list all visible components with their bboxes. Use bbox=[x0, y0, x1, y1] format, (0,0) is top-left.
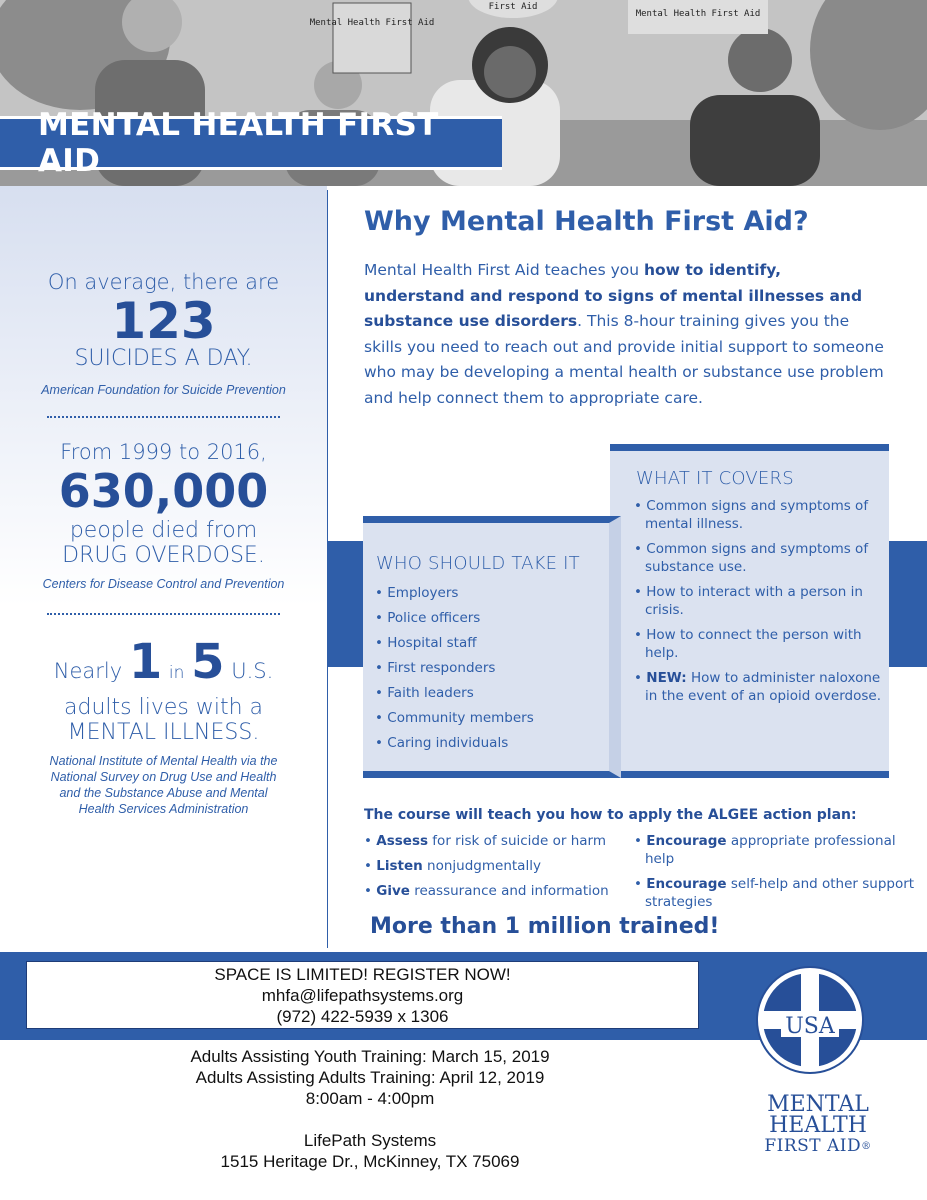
algee-heading: The course will teach you how to apply the ALGEE action plan: bbox=[364, 807, 857, 823]
source-line: National Institute of Mental Health via the bbox=[49, 754, 278, 768]
list-item-text: First responders bbox=[387, 660, 496, 676]
stat-illness-line2: adults lives with a bbox=[64, 695, 263, 720]
hero-photo-area bbox=[0, 0, 927, 186]
logo-first-aid: FIRST AID bbox=[764, 1136, 862, 1156]
who-should-take-it-box bbox=[363, 516, 621, 778]
list-item: • Hospital staff bbox=[375, 635, 477, 651]
million-trained: More than 1 million trained! bbox=[370, 914, 720, 939]
source-line: National Survey on Drug Use and Health bbox=[50, 770, 277, 784]
covers-list bbox=[634, 497, 884, 712]
sign-text-2: First Aid bbox=[488, 2, 538, 12]
title-banner bbox=[0, 107, 502, 179]
who-heading: WHO SHOULD TAKE IT bbox=[376, 553, 580, 574]
stat-illness-line3: MENTAL ILLNESS. bbox=[67, 720, 260, 745]
list-item: • Caring individuals bbox=[375, 735, 509, 751]
algee-list-right bbox=[634, 832, 919, 918]
algee-verb: Give bbox=[376, 883, 410, 899]
register-email[interactable]: mhfa@lifepathsystems.org bbox=[261, 986, 464, 1005]
covers-heading: WHAT IT COVERS bbox=[636, 468, 794, 489]
stat-overdose-number: 630,000 bbox=[58, 464, 269, 518]
list-item: • Common signs and symptoms of mental illness. bbox=[634, 498, 869, 532]
list-item: • Community members bbox=[375, 710, 534, 726]
divider-dotted bbox=[47, 613, 280, 615]
list-item-text: Community members bbox=[387, 710, 534, 726]
decorative-band bbox=[328, 541, 364, 667]
what-it-covers-box bbox=[610, 444, 889, 778]
list-item-text: How to connect the person with help. bbox=[645, 627, 862, 661]
register-phone[interactable]: (972) 422-5939 x 1306 bbox=[276, 1007, 449, 1026]
list-item: • First responders bbox=[375, 660, 496, 676]
stat-suicides-pre: On average, there are bbox=[47, 270, 280, 294]
intro-paragraph bbox=[364, 258, 884, 411]
intro-text-b: . This 8-hour training gives you the skills you need to reach out and provide initial support to someone who may be developing a mental health or substance use problem and help connect them to appropriate care. bbox=[364, 312, 884, 407]
list-item: • Give reassurance and information bbox=[364, 883, 609, 899]
algee-text: nonjudgmentally bbox=[422, 858, 541, 874]
stat-illness-five: 5 bbox=[191, 634, 225, 690]
stat-illness-one: 1 bbox=[128, 634, 163, 690]
algee-text: reassurance and information bbox=[409, 883, 609, 899]
stat-suicides-number: 123 bbox=[111, 292, 216, 350]
list-item-text: How to administer naloxone in the event of an opioid overdose. bbox=[645, 670, 881, 704]
list-item: • NEW: How to administer naloxone in the event of an opioid overdose. bbox=[634, 670, 881, 704]
intro-text-bold: how to identify, understand and respond to signs of mental illnesses and substance use disorders bbox=[364, 261, 863, 330]
stat-overdose-source: Centers for Disease Control and Prevention bbox=[42, 577, 285, 591]
stat-illness-in: in bbox=[168, 663, 185, 683]
sign-text-3: Mental Health First Aid bbox=[635, 9, 761, 19]
stat-suicides-source: American Foundation for Suicide Prevention bbox=[41, 383, 286, 397]
list-item-text: How to interact with a person in crisis. bbox=[645, 584, 863, 618]
stat-overdose-pre: From 1999 to 2016, bbox=[60, 440, 267, 464]
stat-illness-source bbox=[0, 753, 327, 817]
spacer bbox=[140, 1109, 600, 1130]
stat-overdose-post1: people died from bbox=[69, 518, 258, 543]
page-title: MENTAL HEALTH FIRST AID bbox=[38, 107, 439, 179]
list-item-text: Common signs and symptoms of mental illness. bbox=[645, 498, 869, 532]
list-item-text: Employers bbox=[387, 585, 459, 601]
divider-dotted bbox=[47, 416, 280, 418]
list-item: • Faith leaders bbox=[375, 685, 474, 701]
register-box bbox=[26, 961, 699, 1029]
algee-verb: Encourage bbox=[646, 833, 727, 849]
stat-suicides bbox=[0, 270, 327, 398]
section-title: Why Mental Health First Aid? bbox=[364, 206, 809, 237]
list-item: • Encourage appropriate professional help bbox=[634, 833, 896, 867]
list-item-text: Hospital staff bbox=[387, 635, 477, 651]
intro-text-a: Mental Health First Aid teaches you bbox=[364, 261, 644, 279]
event-org: LifePath Systems bbox=[303, 1131, 437, 1150]
list-item: • Encourage self-help and other support strategies bbox=[634, 876, 915, 910]
logo-line-3 bbox=[748, 1136, 888, 1157]
list-item-text: Common signs and symptoms of substance use. bbox=[645, 541, 869, 575]
algee-text: for risk of suicide or harm bbox=[428, 833, 606, 849]
sign-text-1: Mental Health First Aid bbox=[309, 18, 435, 28]
algee-verb: Listen bbox=[376, 858, 423, 874]
logo-line-2: HEALTH bbox=[769, 1113, 867, 1138]
decorative-band bbox=[888, 541, 927, 667]
registered-mark: ® bbox=[861, 1141, 872, 1152]
event-youth: Adults Assisting Youth Training: March 15, 2019 bbox=[190, 1047, 550, 1066]
algee-verb: Encourage bbox=[646, 876, 727, 892]
list-item: • Common signs and symptoms of substance use. bbox=[634, 541, 869, 575]
list-item-text: Police officers bbox=[387, 610, 481, 626]
algee-text: self-help and other support strategies bbox=[645, 876, 915, 910]
stat-illness-us: U.S. bbox=[231, 659, 274, 683]
stat-illness-nearly: Nearly bbox=[53, 659, 123, 683]
list-item: • How to connect the person with help. bbox=[634, 627, 862, 661]
stat-overdose-post2: DRUG OVERDOSE. bbox=[62, 543, 265, 568]
event-time: 8:00am - 4:00pm bbox=[305, 1089, 435, 1108]
register-headline: SPACE IS LIMITED! REGISTER NOW! bbox=[214, 965, 511, 984]
list-item: • Police officers bbox=[375, 610, 481, 626]
list-item: • Employers bbox=[375, 585, 459, 601]
stat-overdose bbox=[0, 440, 327, 592]
who-list bbox=[375, 585, 534, 760]
event-address: 1515 Heritage Dr., McKinney, TX 75069 bbox=[220, 1152, 520, 1171]
algee-verb: Assess bbox=[376, 833, 429, 849]
mhfa-usa-logo-icon bbox=[755, 965, 865, 1075]
new-label: NEW: bbox=[646, 670, 687, 686]
list-item-text: Faith leaders bbox=[387, 685, 474, 701]
stat-suicides-post: SUICIDES A DAY. bbox=[74, 346, 253, 371]
logo-line-1: MENTAL bbox=[767, 1092, 869, 1117]
logo-usa-text: USA bbox=[785, 1014, 835, 1039]
stat-illness-line1 bbox=[0, 636, 327, 699]
algee-list-left bbox=[364, 832, 634, 907]
stat-illness bbox=[0, 636, 327, 817]
event-info bbox=[140, 1046, 600, 1172]
list-item: • How to interact with a person in crisis. bbox=[634, 584, 863, 618]
list-item: • Assess for risk of suicide or harm bbox=[364, 833, 606, 849]
logo-wordmark bbox=[748, 1094, 888, 1157]
source-line: Health Services Administration bbox=[78, 802, 249, 816]
list-item: • Listen nonjudgmentally bbox=[364, 858, 541, 874]
algee-text: appropriate professional help bbox=[645, 833, 896, 867]
event-adults: Adults Assisting Adults Training: April 12, 2019 bbox=[195, 1068, 545, 1087]
source-line: and the Substance Abuse and Mental bbox=[59, 786, 268, 800]
list-item-text: Caring individuals bbox=[387, 735, 509, 751]
